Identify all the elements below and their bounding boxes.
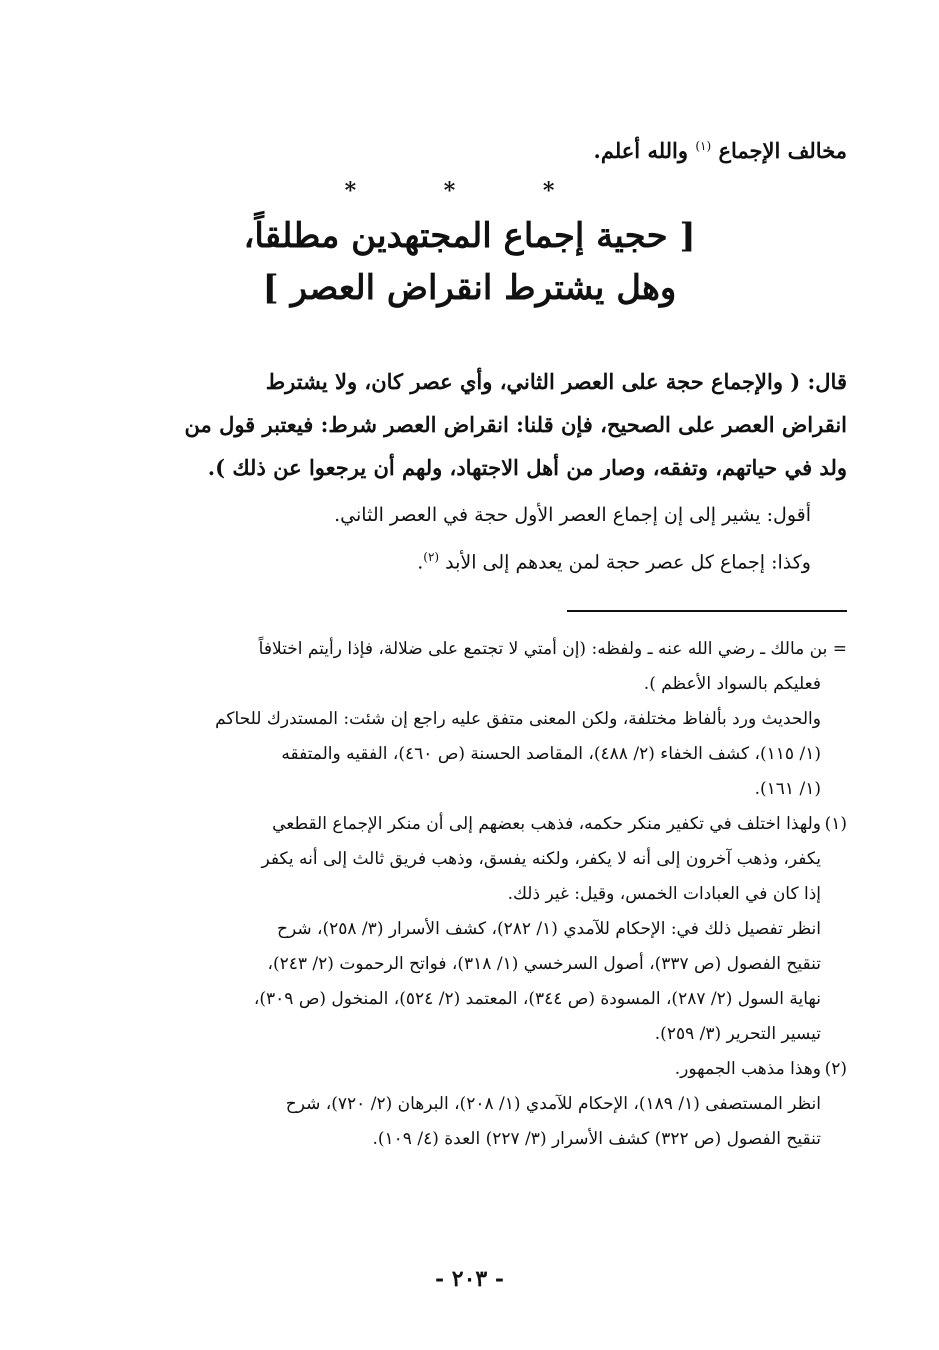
footnote-ref-2[interactable]: (٢)	[423, 550, 440, 564]
footnote-line: تيسير التحرير (٣/ ٢٥٩).	[654, 1024, 821, 1044]
comment-text: وكذا: إجماع كل عصر حجة لمن يعدهم إلى الأبد	[445, 551, 811, 574]
footnote-text: ولهذا اختلف في تكفير منكر حكمه، فذهب بعضهم إلى أن منكر الإجماع القطعي	[272, 814, 821, 834]
footnote-1	[92, 807, 847, 1052]
heading-line-2: وهل يشترط انقراض العصر ]	[262, 268, 677, 308]
footnote-text: وهذا مذهب الجمهور.	[674, 1059, 821, 1079]
footnote-number: (١)	[824, 814, 847, 834]
intro-text-end: والله أعلم.	[593, 138, 689, 163]
footnote-line: = بن مالك ـ رضي الله عنه ـ ولفظه: (إن أمتي لا تجتمع على ضلالة، فإذا رأيتم اختلافاً	[258, 639, 847, 659]
footnote-line: تنقيح الفصول (ص ٣٣٧)، أصول السرخسي (١/ ٣١٨)، فواتح الرحموت (٢/ ٢٤٣)،	[267, 954, 821, 974]
quote-line: انقراض العصر على الصحيح، فإن قلنا: انقراض العصر شرط: فيعتبر قول من	[184, 412, 847, 437]
footnote-line: انظر تفصيل ذلك في: الإحكام للآمدي (١/ ٢٨٢)، كشف الأسرار (٣/ ٢٥٨)، شرح	[277, 919, 821, 939]
quoted-text	[92, 360, 847, 489]
comment-line: أقول: يشير إلى إن إجماع العصر الأول حجة في العصر الثاني.	[334, 504, 811, 526]
footnote-continuation	[92, 632, 847, 807]
footnote-line	[92, 807, 847, 842]
section-heading	[0, 210, 939, 314]
footnote-line: والحديث ورد بألفاظ مختلفة، ولكن المعنى متفق عليه راجع إن شئت: المستدرك للحاكم	[215, 709, 821, 729]
footnote-line: انظر المستصفى (١/ ١٨٩)، الإحكام للآمدي (١/ ٢٠٨)، البرهان (٢/ ٧٢٠)، شرح	[285, 1094, 821, 1114]
intro-text: مخالف الإجماع	[718, 138, 847, 163]
intro-line	[92, 128, 847, 169]
section-separator: * * *	[344, 178, 595, 204]
footnote-2	[92, 1052, 847, 1157]
footnote-line: (١/ ١١٥)، كشف الخفاء (٢/ ٤٨٨)، المقاصد الحسنة (ص ٤٦٠)، الفقيه والمتفقه	[281, 744, 821, 764]
footnote-line: يكفر، وذهب آخرون إلى أنه لا يكفر، ولكنه يفسق، وذهب فريق ثالث إلى أنه يكفر	[261, 849, 821, 869]
footnote-line: إذا كان في العبادات الخمس، وقيل: غير ذلك.	[507, 884, 821, 904]
heading-line-1: [ حجية إجماع المجتهدين مطلقاً،	[243, 216, 696, 256]
quote-line: قال: ( والإجماع حجة على العصر الثاني، وأي عصر كان، ولا يشترط	[265, 369, 847, 394]
footnotes	[92, 632, 847, 1157]
comment-text-end: .	[417, 551, 424, 574]
footnote-line	[92, 1052, 847, 1087]
footnote-divider	[567, 610, 847, 612]
commentary	[92, 494, 847, 583]
footnote-line: فعليكم بالسواد الأعظم ).	[643, 674, 821, 694]
footnote-line: تنقيح الفصول (ص ٣٢٢) كشف الأسرار (٣/ ٢٢٧) العدة (٤/ ١٠٩).	[372, 1129, 821, 1149]
footnote-line: (١/ ١٦١).	[754, 779, 821, 799]
page-number: - ٢٠٣ -	[434, 1266, 505, 1292]
footnote-line: نهاية السول (٢/ ٢٨٧)، المسودة (ص ٣٤٤)، المعتمد (٢/ ٥٢٤)، المنخول (ص ٣٠٩)،	[253, 989, 821, 1009]
footnote-ref-1[interactable]: (١)	[695, 139, 712, 153]
comment-line	[92, 536, 811, 583]
quote-line: ولد في حياتهم، وتفقه، وصار من أهل الاجتهاد، ولهم أن يرجعوا عن ذلك ).	[207, 455, 847, 480]
footnote-number: (٢)	[824, 1059, 847, 1079]
